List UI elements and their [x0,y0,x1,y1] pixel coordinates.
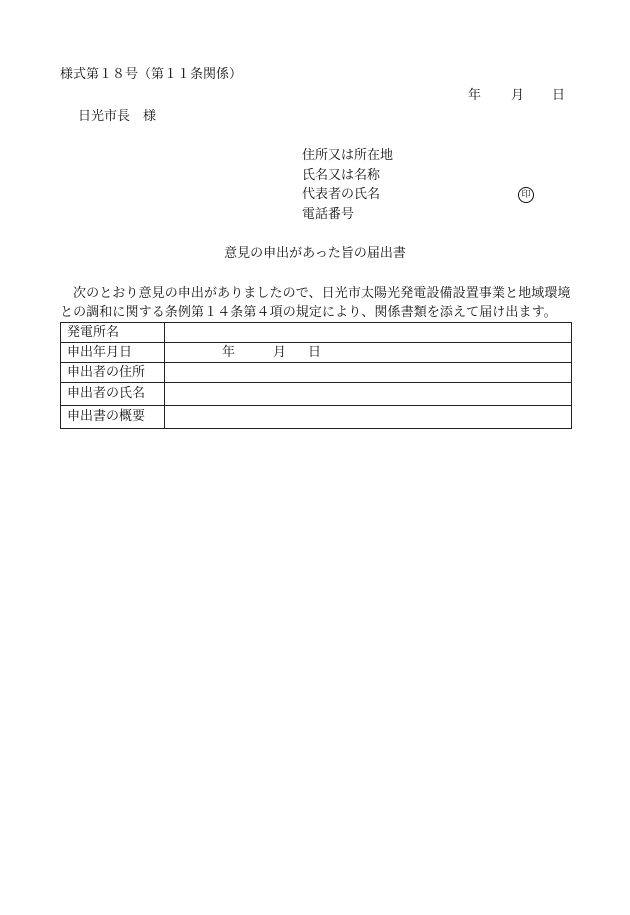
date-month-label: 月 [511,88,525,103]
table-row [61,323,572,343]
table-date-day: 日 [308,345,322,360]
summary-label: 申出書の概要 [61,406,165,429]
body-text: 次のとおり意見の申出がありましたので、日光市太陽光発電設備設置事業と地域環境との調和に関する条例第１４条第４項の規定により、関係書類を添えて届け出ます。 [60,286,571,320]
applicant-name-label: 氏名又は名称 [302,167,381,183]
date-year-label: 年 [468,88,482,103]
document-title: 意見の申出があった旨の届出書 [224,246,406,261]
power-plant-name-field[interactable] [165,323,572,343]
table-row [61,383,572,406]
applicant-address-field[interactable] [165,363,572,383]
applicant-address-row-label: 申出者の住所 [61,363,165,383]
power-plant-name-label: 発電所名 [61,323,165,343]
submission-date-line [468,88,565,104]
summary-field[interactable] [165,406,572,429]
table-date-month: 月 [273,345,287,360]
addressee: 日光市長 様 [78,109,157,124]
submission-date-label: 申出年月日 [61,343,165,363]
table-row [61,406,572,429]
table-row [61,363,572,383]
submission-date-field[interactable] [165,343,572,363]
applicant-address-label: 住所又は所在地 [302,148,394,163]
phone-number-label: 電話番号 [302,206,355,222]
applicant-name-field[interactable] [165,383,572,406]
notification-table [60,322,572,429]
representative-name-label: 代表者の氏名 [302,187,381,202]
table-row [61,343,572,363]
seal-mark-icon: 印 [518,187,534,203]
date-day-label: 日 [552,88,566,103]
table-date-year: 年 [222,345,236,360]
applicant-block [302,148,531,226]
representative-row [302,187,531,207]
form-number: 様式第１８号（第１１条関係） [60,67,243,82]
applicant-name-row-label: 申出者の氏名 [61,383,165,406]
